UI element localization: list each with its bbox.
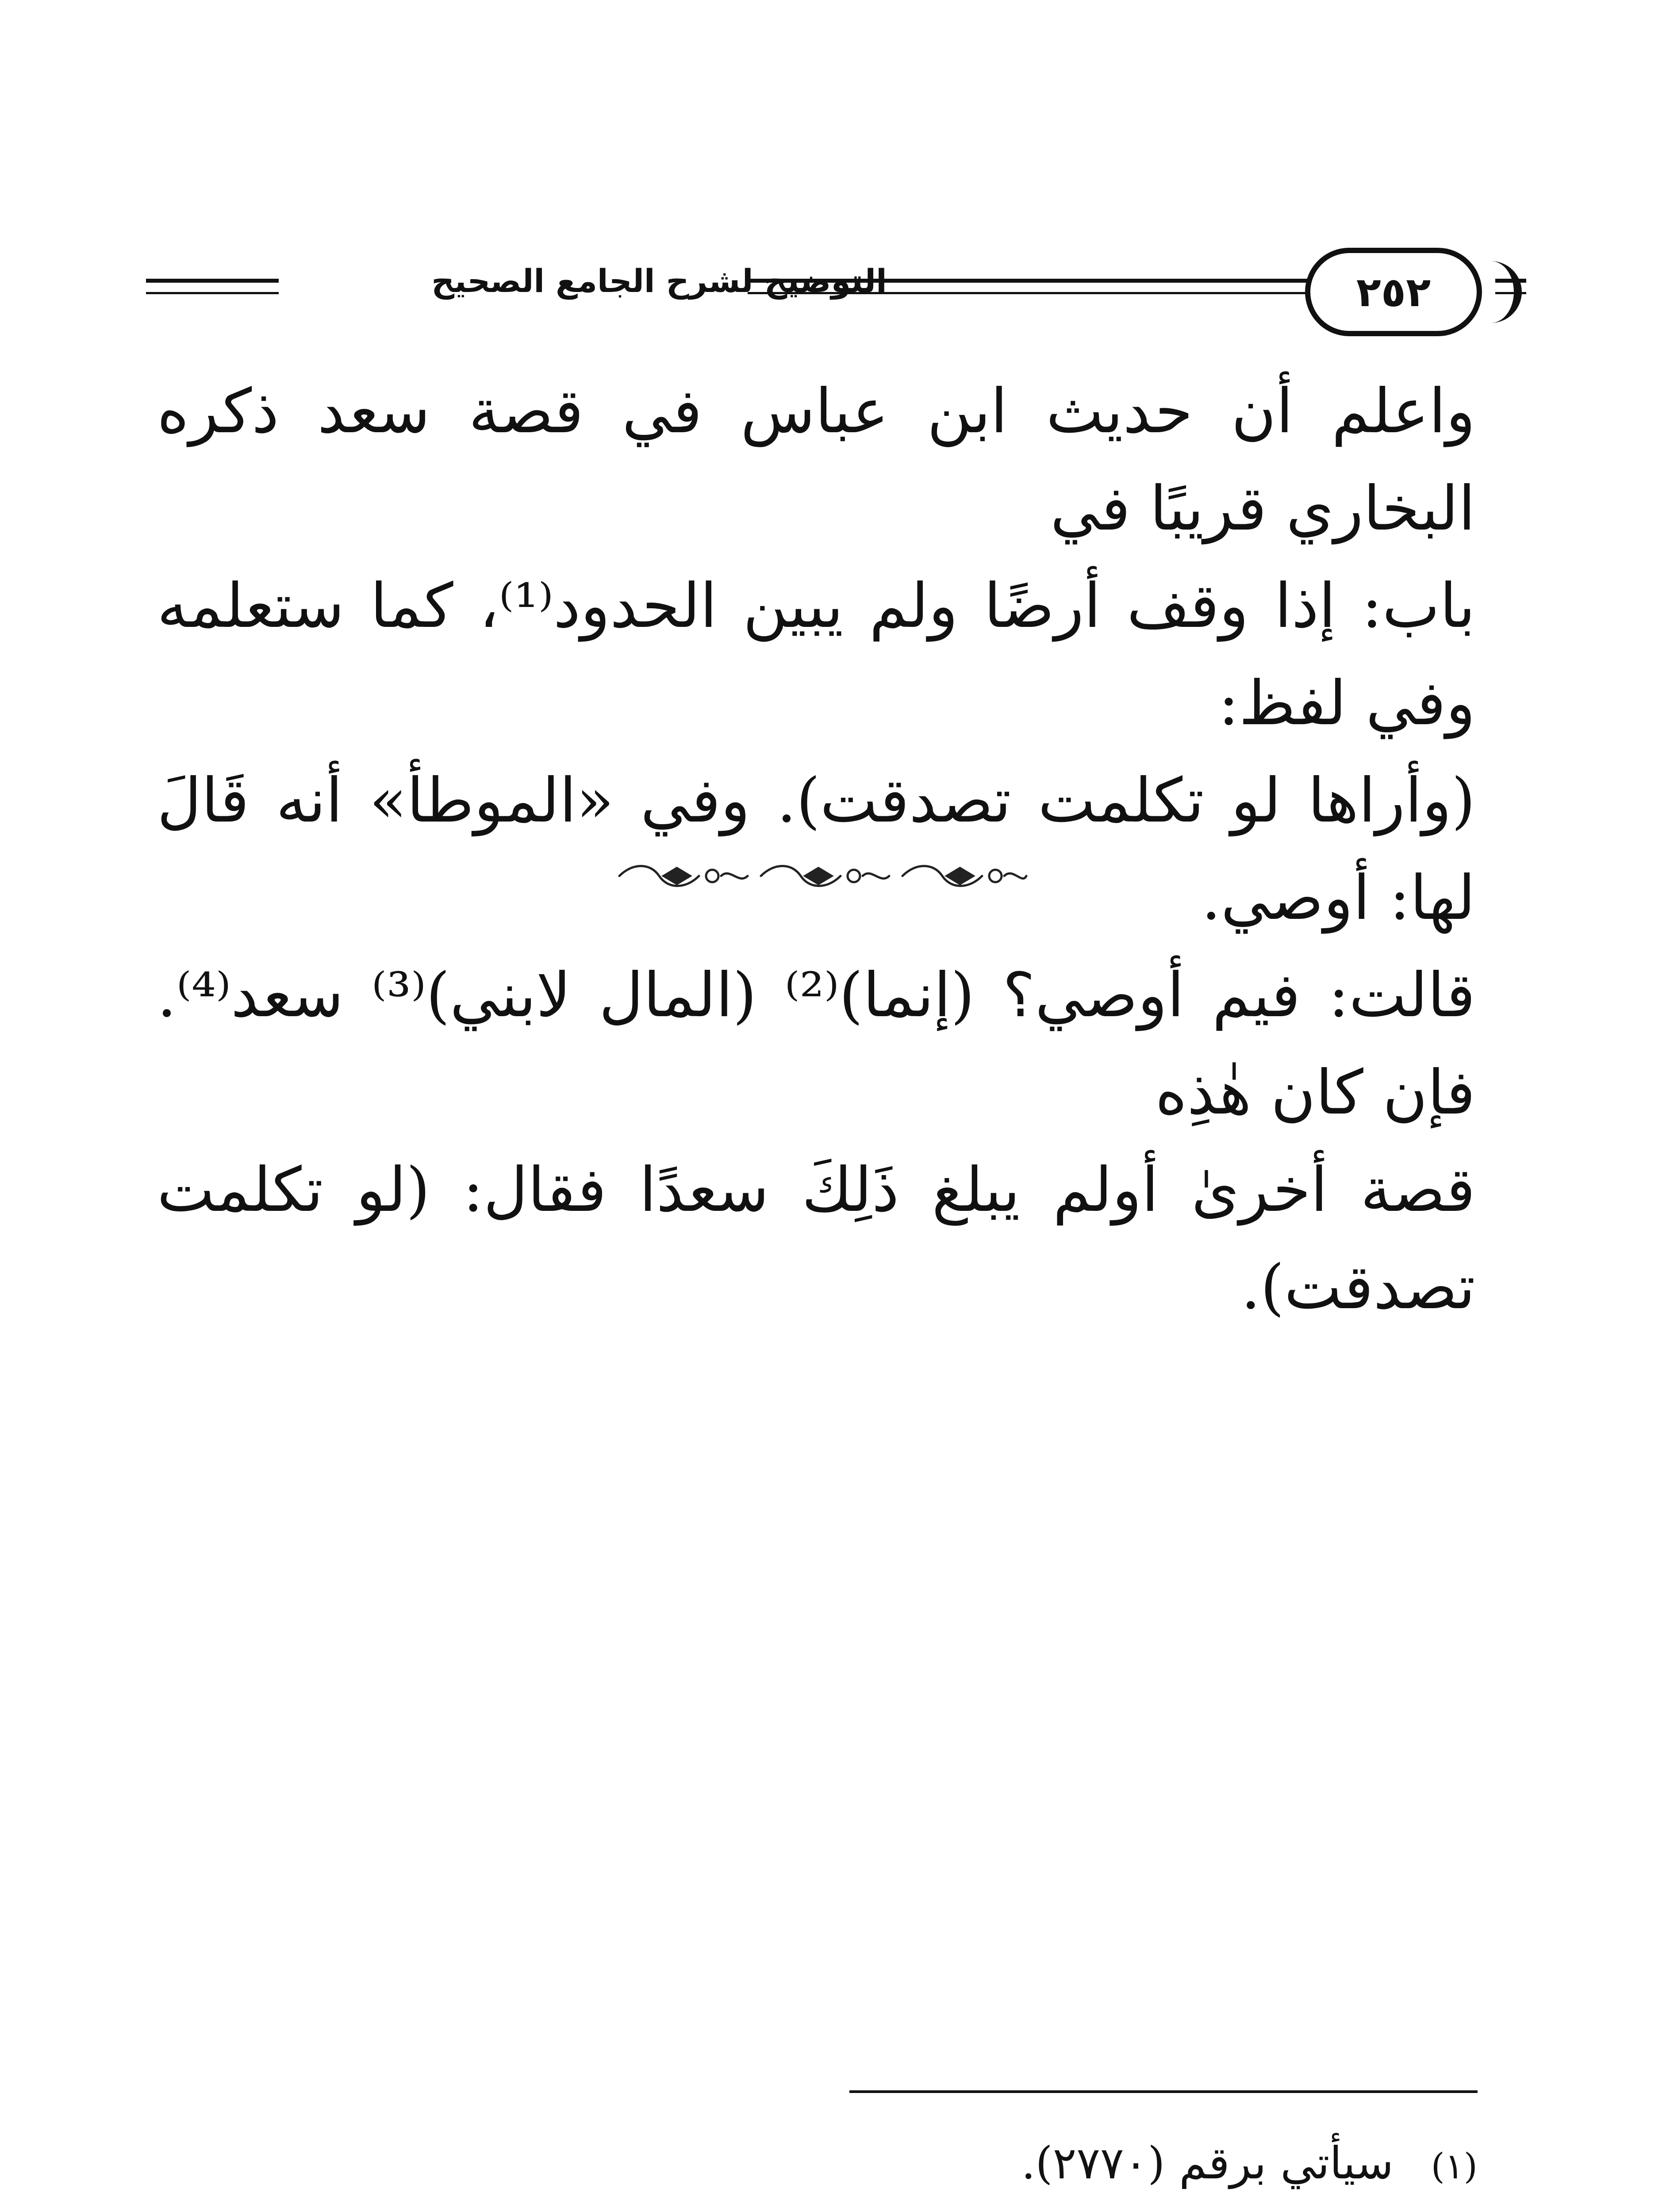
running-title: التوضيح لشرح الجامع الصحيح (431, 262, 887, 300)
main-text-line: قالت: فيم أوصي؟ (إنما)⁽²⁾ (المال لابني)⁽³⁾ سعد⁽⁴⁾. فإن كان هٰذِه (157, 960, 1475, 1128)
main-text-line: واعلم أن حديث ابن عباس في قصة سعد ذكره البخاري قريبًا في (157, 376, 1475, 544)
header-rule-left-top (146, 279, 279, 283)
main-text-line: قصة أخرىٰ أولم يبلغ ذَلِكَ سعدًا فقال: (لو تكلمت تصدقت). (157, 1154, 1475, 1323)
ornament-motif (761, 866, 889, 886)
footnote-item (487, 2119, 1478, 2211)
header-rule-right-top (1495, 279, 1526, 283)
main-text-line: (وأراها لو تكلمت تصدقت). وفي «الموطأ» أنه قَالَ لها: أوصي. (157, 765, 1475, 933)
page-number: ٢٥٢ (1356, 268, 1431, 316)
main-text-line: باب: إذا وقف أرضًا ولم يبين الحدود⁽¹⁾، كما ستعلمه وفي لفظ: (157, 570, 1475, 739)
footnote-number: (١) (1431, 2146, 1478, 2187)
header-rule-middle-top (748, 279, 1309, 283)
ornament-motif (619, 866, 748, 886)
header-rule-middle-bottom (748, 292, 1309, 294)
floral-divider-ornament-icon (610, 858, 1035, 894)
footnote-text: سيأتي برقم (٢٧٧٠). (1021, 2137, 1394, 2189)
header-rule-right-bottom (1495, 292, 1526, 294)
ornament-motif (902, 866, 1026, 886)
footnote-separator (849, 2090, 1478, 2093)
header-rule-left-bottom (146, 292, 279, 294)
main-text-block (157, 363, 1475, 1336)
footnotes-block (487, 2119, 1478, 2212)
page-header (146, 248, 1526, 336)
